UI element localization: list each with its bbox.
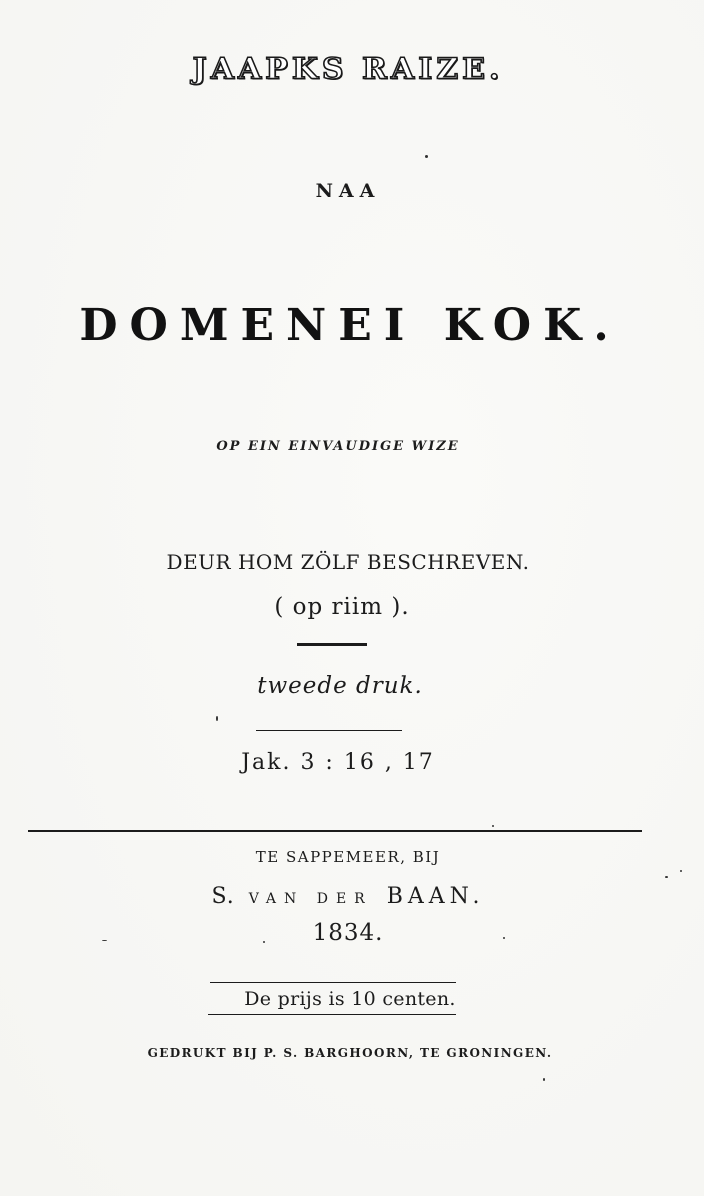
imprint-publisher bbox=[0, 884, 700, 909]
scan-speck bbox=[263, 941, 265, 943]
publisher-middle: VAN DER bbox=[248, 891, 373, 907]
manner-line: OP EIN EINVAUDIGE WIZE bbox=[216, 439, 460, 454]
publisher-last: BAAN. bbox=[386, 884, 485, 909]
scan-speck bbox=[492, 825, 494, 827]
publisher-initial: S. bbox=[211, 884, 235, 909]
imprint-divider bbox=[28, 830, 642, 832]
printer-line: GEDRUKT BIJ P. S. BARGHOORN, TE GRONINGEN. bbox=[147, 1046, 553, 1060]
short-rule bbox=[297, 643, 367, 646]
author-line: DEUR HOM ZÖLF BESCHREVEN. bbox=[166, 550, 530, 574]
rhyme-note: ( op riim ). bbox=[274, 594, 410, 620]
scan-speck bbox=[680, 870, 682, 872]
preposition-line: NAA bbox=[315, 180, 381, 202]
subject-name: DOMENEI KOK. bbox=[79, 300, 621, 351]
edition-line: tweede druk. bbox=[257, 673, 423, 699]
scan-speck bbox=[216, 716, 218, 721]
imprint-place: TE SAPPEMEER, BIJ bbox=[255, 848, 441, 866]
imprint-year: 1834. bbox=[312, 920, 384, 946]
price-rule-bottom bbox=[208, 1014, 456, 1015]
scan-speck bbox=[503, 937, 505, 939]
book-title: JAAPKS RAIZE. bbox=[192, 52, 504, 87]
price-line: De prijs is 10 centen. bbox=[244, 988, 456, 1010]
scan-speck bbox=[665, 876, 668, 878]
scripture-reference: Jak. 3 : 16 , 17 bbox=[241, 750, 435, 775]
scan-speck bbox=[543, 1078, 545, 1081]
scan-speck bbox=[425, 155, 428, 158]
price-rule-top bbox=[210, 982, 456, 983]
scan-speck bbox=[102, 940, 107, 941]
thin-rule bbox=[256, 730, 402, 731]
